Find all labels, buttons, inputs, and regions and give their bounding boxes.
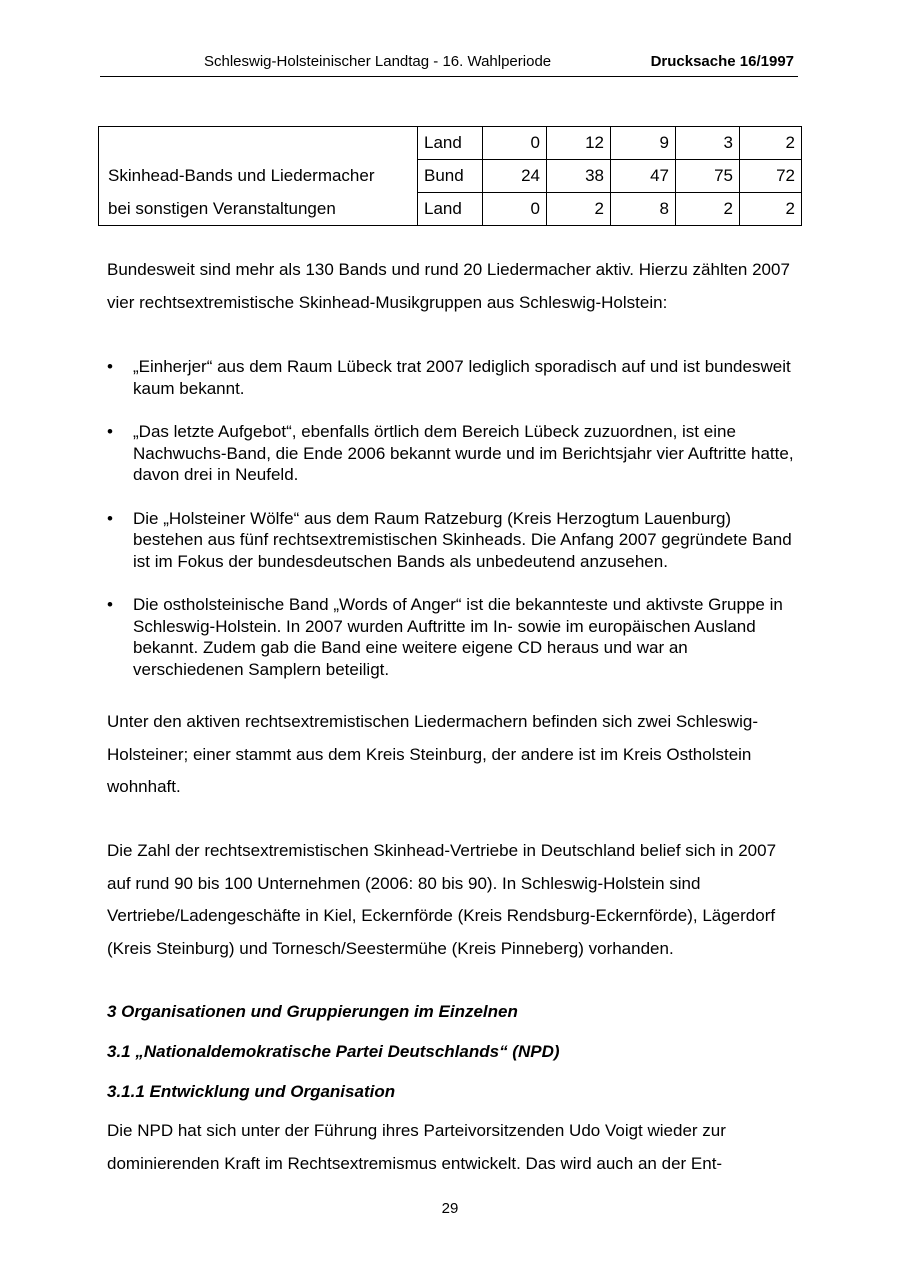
list-item: [107, 594, 797, 680]
table-label-cell: bei sonstigen Veranstaltungen: [99, 193, 418, 226]
table-cell: 47: [611, 160, 676, 193]
header-title: Schleswig-Holsteinischer Landtag - 16. Wahlperiode: [204, 53, 552, 70]
list-item: [107, 421, 797, 486]
table-row: [99, 160, 802, 193]
npd-paragraph: Die NPD hat sich unter der Führung ihres Parteivorsitzenden Udo Voigt wieder zur dominierenden Kraft im Rechtsextremismus entwickelt. Das wird auch an der Ent-: [107, 1121, 726, 1173]
list-item-text: „Einherjer“ aus dem Raum Lübeck trat 2007 lediglich sporadisch auf und ist bundesweit kaum bekannt.: [133, 357, 791, 398]
subsubsection-heading: 3.1.1 Entwicklung und Organisation: [107, 1082, 396, 1101]
row-type: Land: [418, 193, 483, 226]
list-item: [107, 508, 797, 573]
list-item: [107, 356, 797, 399]
band-list: [107, 356, 797, 702]
page-number: 29: [441, 1200, 459, 1217]
table-cell: 3: [676, 127, 740, 160]
table-cell: 72: [740, 160, 802, 193]
table-cell: 0: [483, 193, 547, 226]
table-cell: 2: [676, 193, 740, 226]
list-item-text: Die ostholsteinische Band „Words of Anger“ ist die bekannteste und aktivste Gruppe in Schleswig-Holstein. In 2007 wurden Auftritte im In- sowie im europäischen Ausland bekannt. Zudem gab die Band eine weitere eigene CD heraus und war an verschiedenen Samplern beteiligt.: [133, 595, 783, 679]
table-row: [99, 127, 802, 160]
table-cell: 8: [611, 193, 676, 226]
table-cell: 24: [483, 160, 547, 193]
list-item-text: „Das letzte Aufgebot“, ebenfalls örtlich dem Bereich Lübeck zuzuordnen, ist eine Nachwuchs-Band, die Ende 2006 bekannt wurde und im Berichtsjahr vier Auftritte hatte, davon drei in Neufeld.: [133, 422, 794, 484]
liedermacher-paragraph: Unter den aktiven rechtsextremistischen Liedermachern befinden sich zwei Schleswig-Holsteiner; einer stammt aus dem Kreis Steinburg, der andere ist im Kreis Ostholstein wohnhaft.: [107, 712, 759, 796]
bullet-icon: •: [107, 595, 113, 614]
table-cell: 2: [740, 193, 802, 226]
intro-paragraph: Bundesweit sind mehr als 130 Bands und rund 20 Liedermacher aktiv. Hierzu zählten 2007 vier rechtsextremistische Skinhead-Musikgruppen aus Schleswig-Holstein:: [107, 260, 790, 312]
row-type: Land: [418, 127, 483, 160]
bullet-icon: •: [107, 357, 113, 376]
table-cell: 0: [483, 127, 547, 160]
table-cell: 9: [611, 127, 676, 160]
table-cell: 75: [676, 160, 740, 193]
table-cell: 2: [547, 193, 611, 226]
list-item-text: Die „Holsteiner Wölfe“ aus dem Raum Ratzeburg (Kreis Herzogtum Lauenburg) bestehen aus fünf rechtsextremistischen Skinheads. Die Anfang 2007 gegründete Band ist im Fokus der bundesdeutschen Bands als unbedeutend anzusehen.: [133, 508, 792, 571]
document-number: Drucksache 16/1997: [650, 53, 794, 70]
row-type: Bund: [418, 160, 483, 193]
statistics-table: [98, 126, 802, 226]
table-cell: 12: [547, 127, 611, 160]
table-row: [99, 193, 802, 226]
table-cell: 2: [740, 127, 802, 160]
table-label-cell: Skinhead-Bands und Liedermacher: [99, 160, 418, 193]
bullet-icon: •: [107, 508, 113, 528]
vertriebe-paragraph: Die Zahl der rechtsextremistischen Skinhead-Vertriebe in Deutschland belief sich in 2007 auf rund 90 bis 100 Unternehmen (2006: 80 bis 90). In Schleswig-Holstein sind Vertriebe/Ladengeschäfte in Kiel, Eckernförde (Kreis Rendsburg-Eckernförde), Lägerdorf (Kreis Steinburg) und Tornesch/Seestermühe (Kreis Pinneberg) vorhanden.: [107, 841, 777, 958]
section-heading: 3 Organisationen und Gruppierungen im Einzelnen: [107, 1002, 518, 1021]
bullet-icon: •: [107, 422, 113, 441]
table-cell: 38: [547, 160, 611, 193]
page-header: [100, 52, 798, 77]
subsection-heading: 3.1 „Nationaldemokratische Partei Deutschlands“ (NPD): [107, 1042, 560, 1061]
table-label-cell: [99, 127, 418, 160]
